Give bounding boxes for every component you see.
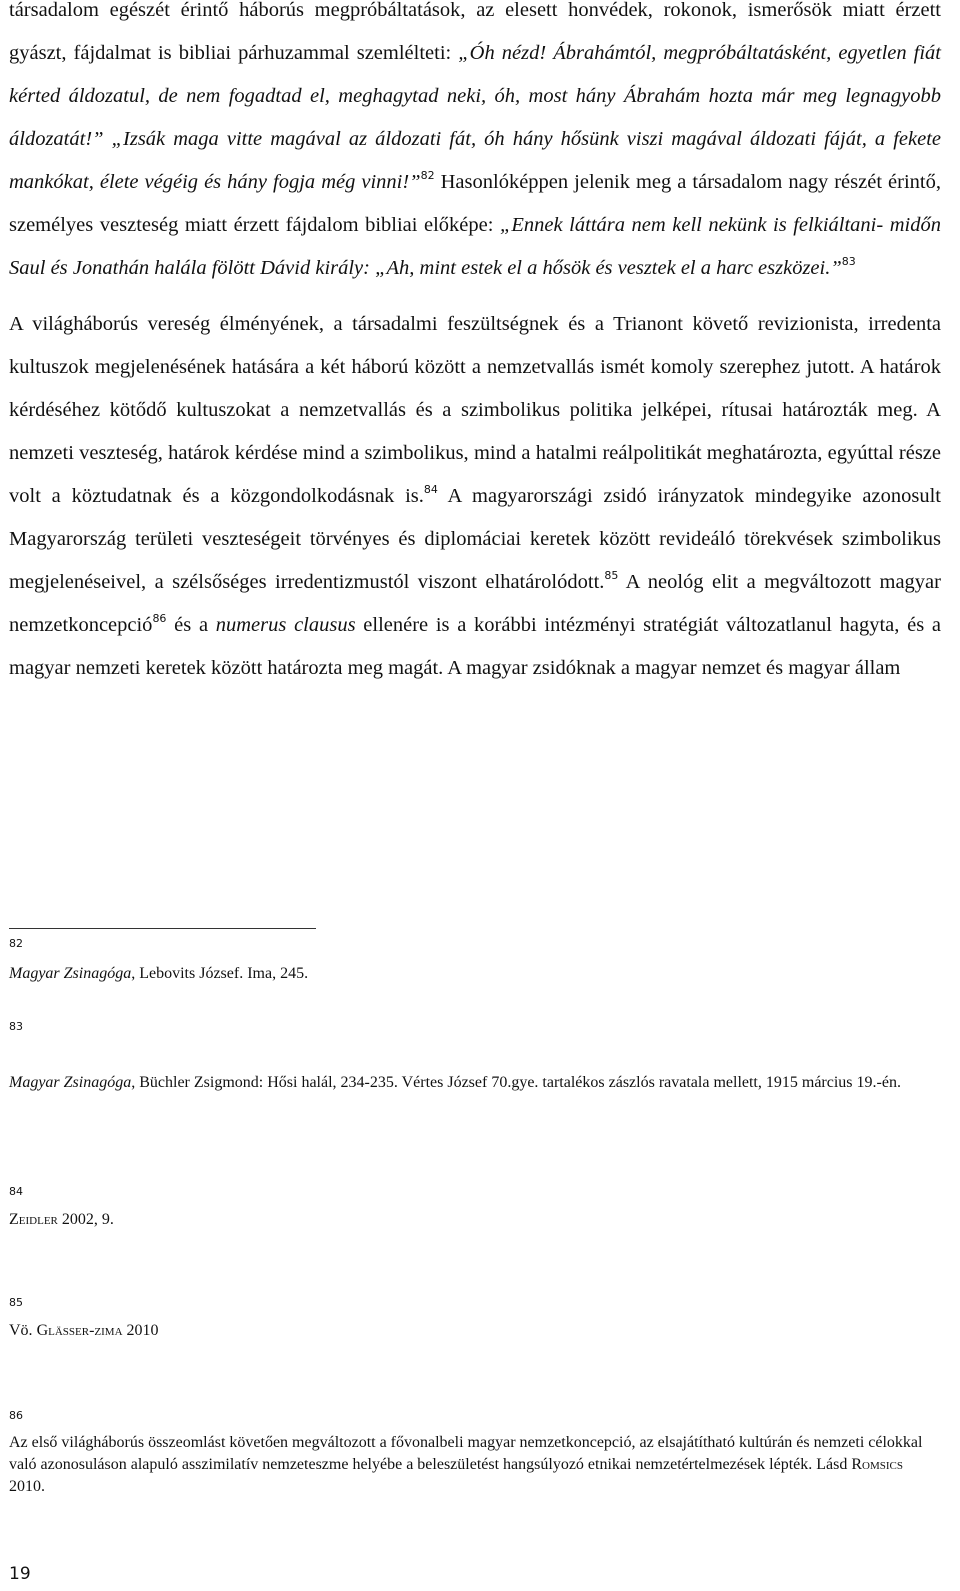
footnote-separator (9, 928, 316, 929)
footnote-text: 2010. (9, 1478, 45, 1495)
main-text (9, 0, 941, 690)
quote-saul: „Ennek láttára nem kell nekünk is felkiáltani- midőn Saul és Jonathán halála fölött Dávid király: „Ah, mint estek el a hősök és vesztek el a harc eszközei.” (9, 214, 941, 279)
footnote-84 (9, 1209, 939, 1231)
text-span: A neológ elit a megváltozott magyar nemzetkoncepció (9, 571, 941, 636)
text-span: és a (166, 614, 216, 636)
footnote-text: , Lebovits József. Ima, 245. (131, 965, 309, 982)
quote-izsak: „Óh nézd! Ábrahámtól, megpróbáltatásként, egyetlen fiát kérted áldozatul, de nem fogadtad el, meghagytad neki, óh, most hány Ábrahám hozta már meg legnagyobb áldozatát!” „Izsák maga vitte magával az áldozati fát, óh hány hősünk viszi magával áldozati fáját, a fekete mankókat, élete végéig és hány fogja még vinni!” (9, 42, 941, 193)
footnote-text: , Büchler Zsigmond: Hősi halál, 234-235. Vértes József 70.gye. tartalékos zászlós ravatala mellett, 1915 március 19.-én. (131, 1074, 901, 1091)
text-span: A világháborús vereség élményének, a társadalmi feszültségnek és a Trianont követő revizionista, irredenta kultuszok megjelenésének hatására a két háború között a nemzetvallás ismét komoly szerephez jutott. A határok kérdéséhez kötődő kultuszokat a nemzetvallás és a szimbolikus politika jelképei, rítusai határozták meg. A nemzeti veszteség, határok kérdése mind a szimbolikus, mind a hatalmi reálpolitikát meghatározta, egyúttal része volt a köztudatnak és a közgondolkodásnak is. (9, 313, 941, 507)
page-number: 19 (9, 1564, 31, 1584)
footnote-86 (9, 1432, 939, 1498)
footnote-83 (9, 1072, 939, 1094)
footnote-text: Vö. (9, 1322, 37, 1339)
footnote-ref-82[interactable]: 82 (420, 169, 435, 182)
footnote-text: Az első világháborús összeomlást követően megváltozott a fővonalbeli magyar nemzetkoncepció, az elsajátítható kultúrán és nemzeti célokkal való azonosuláson alapuló asszimilatív nemzeteszme helyébe a beleszületést hangsúlyozó etnikai nemzetértelmezések lépték. Lásd (9, 1434, 923, 1473)
paragraph-2 (9, 303, 941, 690)
footnote-number-86: 86 (9, 1409, 23, 1422)
footnote-ref-85[interactable]: 85 (604, 569, 619, 582)
footnote-85 (9, 1320, 939, 1342)
footnote-title: Magyar Zsinagóga (9, 965, 132, 982)
footnote-number-85: 85 (9, 1296, 23, 1309)
text-span: társadalom egészét érintő háborús megpróbáltatások, az elesett honvédek, rokonok, ismerősök miatt érzett gyászt, fájdalmat is bibliai párhuzammal szemlélteti: (9, 0, 941, 64)
footnote-text: 2010 (122, 1322, 159, 1339)
footnote-number-84: 84 (9, 1185, 23, 1198)
footnote-number-83: 83 (9, 1020, 23, 1033)
footnote-author: Glässer-zima (36, 1322, 123, 1339)
footnote-ref-83[interactable]: 83 (841, 255, 856, 268)
footnote-author: Zeidler (9, 1211, 58, 1228)
footnote-ref-86[interactable]: 86 (152, 612, 167, 625)
footnote-ref-84[interactable]: 84 (423, 483, 438, 496)
emphasis-numerus-clausus: numerus clausus (215, 614, 356, 636)
footnote-title: Magyar Zsinagóga (9, 1074, 132, 1091)
footnote-text: 2002, 9. (57, 1211, 114, 1228)
footnote-author: Romsics (851, 1456, 903, 1473)
text-span: ellenére is a korábbi intézményi stratégiát változatlanul hagyta, és a magyar nemzeti keretek között határozta meg magát. A magyar zsidóknak a magyar nemzet és magyar állam (9, 614, 941, 679)
text-span: Hasonlóképpen jelenik meg a társadalom nagy részét érintő, személyes veszteség miatt érzett fájdalom bibliai előképe: (9, 171, 941, 236)
footnote-number-82: 82 (9, 937, 23, 950)
footnote-82 (9, 963, 939, 985)
paragraph-1 (9, 0, 941, 290)
text-span: A magyarországi zsidó irányzatok mindegyike azonosult Magyarország területi veszteségeit törvényes és diplomáciai keretek között revideáló törekvések szimbolikus megjelenéseivel, a szélsőséges irredentizmustól viszont elhatárolódott. (9, 485, 941, 593)
